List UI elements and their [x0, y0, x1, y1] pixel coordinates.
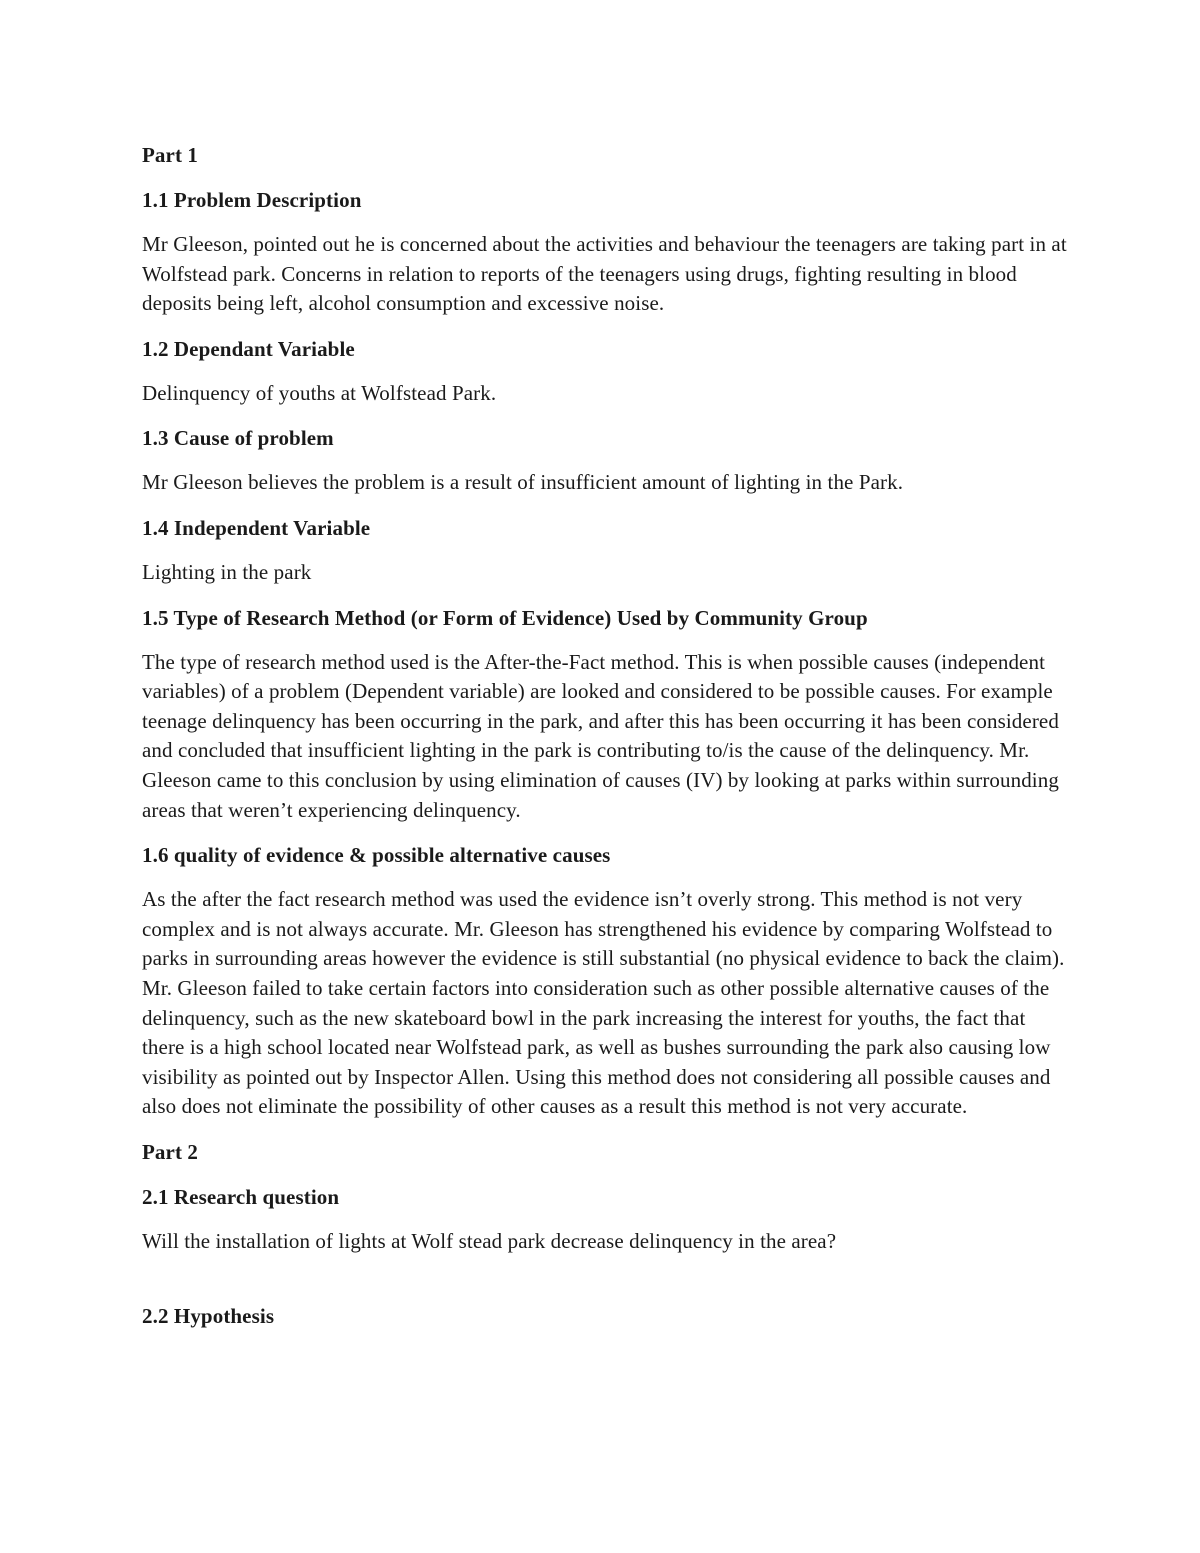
section-1-3-text: Mr Gleeson believes the problem is a result of insufficient amount of lighting in the Park. [142, 470, 904, 495]
section-1-2-heading: 1.2 Dependant Variable [142, 336, 355, 361]
part-2-title: Part 2 [142, 1139, 198, 1164]
section-1-2-text: Delinquency of youths at Wolfstead Park. [142, 380, 497, 405]
section-1-3-heading: 1.3 Cause of problem [142, 426, 334, 451]
section-1-1-text: Mr Gleeson, pointed out he is concerned about the activities and behaviour the teenagers are taking part in at Wolfstead park. Concerns in relation to reports of the teenagers using drugs, fighting resulting in blood deposits being left, alcohol consumption and excessive noise. [142, 232, 1067, 316]
section-1-6-heading: 1.6 quality of evidence & possible alternative causes [142, 843, 611, 868]
section-1-5-heading: 1.5 Type of Research Method (or Form of Evidence) Used by Community Group [142, 605, 868, 630]
part-1-title: Part 1 [142, 143, 198, 167]
document-body [142, 140, 1067, 1346]
section-1-1-heading: 1.1 Problem Description [142, 188, 362, 212]
section-1-4-text: Lighting in the park [142, 559, 312, 584]
section-1-6-text: As the after the fact research method was used the evidence isn’t overly strong. This method is not very complex and is not always accurate. Mr. Gleeson has strengthened his evidence by comparing Wolfstead to parks in surrounding areas however the evidence is still substantial (no physical evidence to back the claim). Mr. Gleeson failed to take certain factors into consideration such as other possible alternative causes of the delinquency, such as the new skateboard bowl in the park increasing the interest for youths, the fact that there is a high school located near Wolfstead park, as well as bushes surrounding the park also causing low visibility as pointed out by Inspector Allen. Using this method does not considering all possible causes and also does not eliminate the possibility of other causes as a result this method is not very accurate. [142, 887, 1065, 1119]
section-2-1-text: Will the installation of lights at Wolf stead park decrease delinquency in the area? [142, 1228, 837, 1253]
section-2-1-heading: 2.1 Research question [142, 1184, 340, 1209]
section-1-4-heading: 1.4 Independent Variable [142, 515, 371, 540]
section-1-5-text: The type of research method used is the After-the-Fact method. This is when possible causes (independent variables) of a problem (Dependent variable) are looked and considered to be possible causes. For example teenage delinquency has been occurring in the park, and after this has been occurring it has been considered and concluded that insufficient lighting in the park is contributing to/is the cause of the delinquency. Mr. Gleeson came to this conclusion by using elimination of causes (IV) by looking at parks within surrounding areas that weren’t experiencing delinquency. [142, 649, 1059, 822]
section-2-2-heading: 2.2 Hypothesis [142, 1304, 275, 1329]
